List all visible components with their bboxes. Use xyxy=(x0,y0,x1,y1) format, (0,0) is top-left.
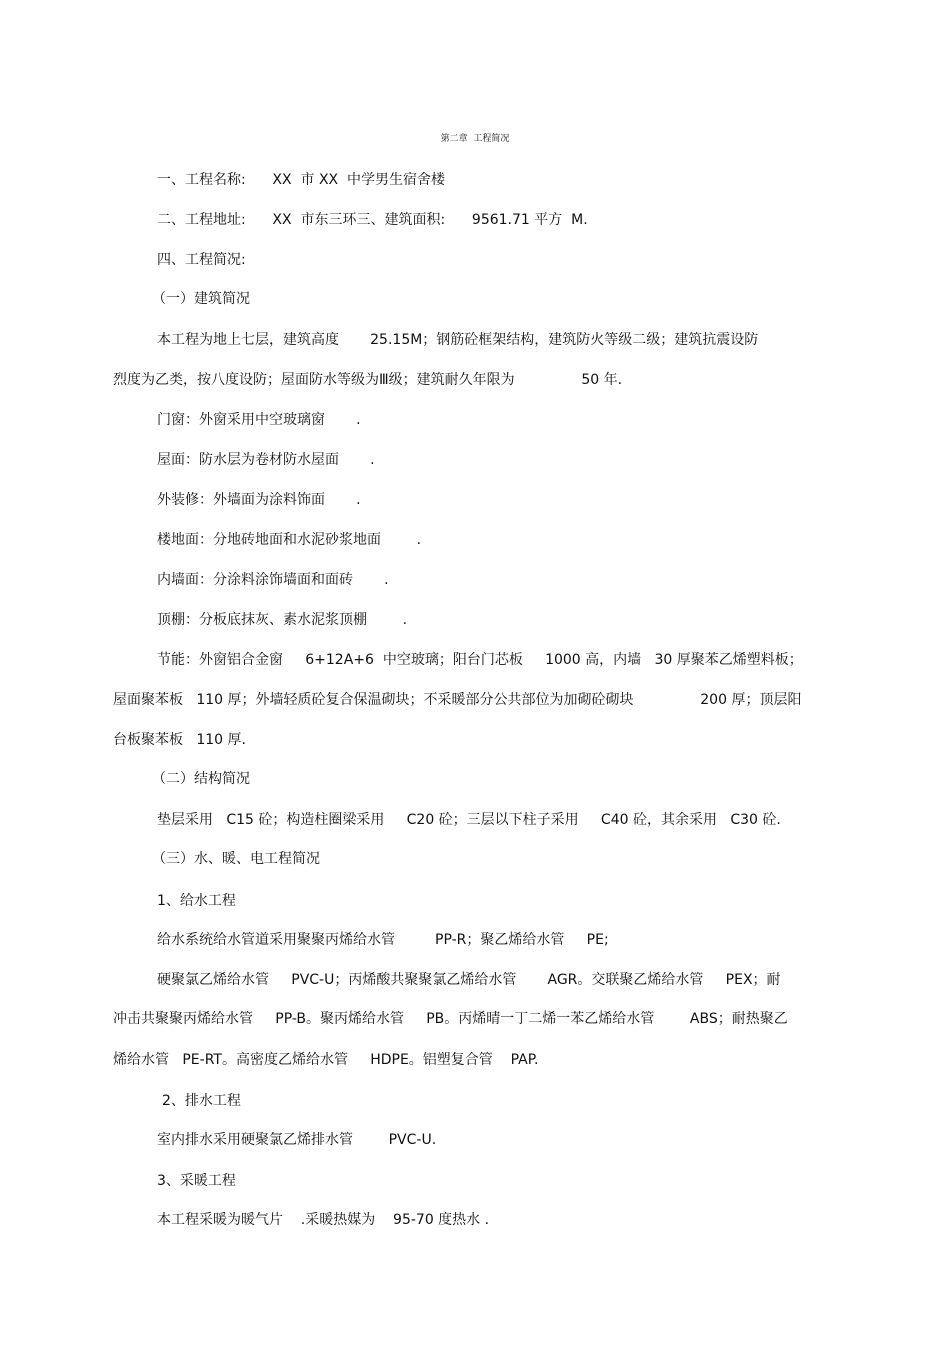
subsection-heading: 2、排水工程 xyxy=(162,1093,241,1109)
doors-line: 门窗：外窗采用中空玻璃窗 . xyxy=(157,412,361,428)
section-heading: （一）建筑简况 xyxy=(152,291,250,307)
water-line: 给水系统给水管道采用聚聚丙烯给水管 PP-R；聚乙烯给水管 PE; xyxy=(157,932,609,948)
water-line: 硬聚氯乙烯给水管 PVC-U；丙烯酸共聚聚氯乙烯给水管 AGR。交联聚乙烯给水管 PEX；耐 xyxy=(157,972,781,988)
floor-line: 楼地面：分地砖地面和水泥砂浆地面 . xyxy=(157,532,422,548)
roof-line: 屋面：防水层为卷材防水屋面 . xyxy=(157,452,375,468)
drain-line: 室内排水采用硬聚氯乙烯排水管 PVC-U. xyxy=(157,1132,437,1148)
energy-line: 屋面聚苯板 110 厚；外墙轻质砼复合保温砌块；不采暖部分公共部位为加砌砼砌块 200 厚；顶层阳 xyxy=(113,692,802,708)
project-address: 二、工程地址: XX 市东三环三、建筑面积: 9561.71 平方 M. xyxy=(157,212,588,228)
energy-line: 台板聚苯板 110 厚. xyxy=(113,732,246,748)
facade-line: 外装修：外墙面为涂料饰面 . xyxy=(157,492,361,508)
energy-line: 节能：外窗铝合金窗 6+12A+6 中空玻璃；阳台门芯板 1000 高，内墙 30 厚聚苯乙烯塑料板； xyxy=(157,652,803,668)
overview-heading: 四、工程简况: xyxy=(157,252,246,268)
section-heading: （二）结构简况 xyxy=(152,771,250,787)
subsection-heading: 3、采暖工程 xyxy=(157,1173,236,1189)
structure-line: 垫层采用 C15 砼；构造柱圈梁采用 C20 砼；三层以下柱子采用 C40 砼，其余采用 C30 砼. xyxy=(157,812,781,828)
ceiling-line: 顶棚：分板底抹灰、素水泥浆顶棚 . xyxy=(157,612,408,628)
subsection-heading: 1、给水工程 xyxy=(157,893,236,909)
paragraph-line: 本工程为地上七层，建筑高度 25.15M；钢筋砼框架结构，建筑防火等级二级；建筑抗震设防 xyxy=(157,332,759,348)
water-line: 烯给水管 PE-RT。高密度乙烯给水管 HDPE。铝塑复合管 PAP. xyxy=(113,1052,539,1068)
project-name: 一、工程名称: XX 市 XX 中学男生宿舍楼 xyxy=(157,172,446,188)
chapter-title: 第二章 工程简况 xyxy=(440,134,510,144)
paragraph-line: 烈度为乙类，按八度设防；屋面防水等级为Ⅲ级；建筑耐久年限为 50 年. xyxy=(113,372,623,388)
inner-wall-line: 内墙面：分涂料涂饰墙面和面砖 . xyxy=(157,572,389,588)
water-line: 冲击共聚聚丙烯给水管 PP-B。聚丙烯给水管 PB。丙烯晴一丁二烯一苯乙烯给水管 ABS；耐热聚乙 xyxy=(113,1011,788,1027)
section-heading: （三）水、暖、电工程简况 xyxy=(152,851,320,867)
heat-line: 本工程采暖为暖气片 .采暖热媒为 95-70 度热水 . xyxy=(157,1212,490,1228)
